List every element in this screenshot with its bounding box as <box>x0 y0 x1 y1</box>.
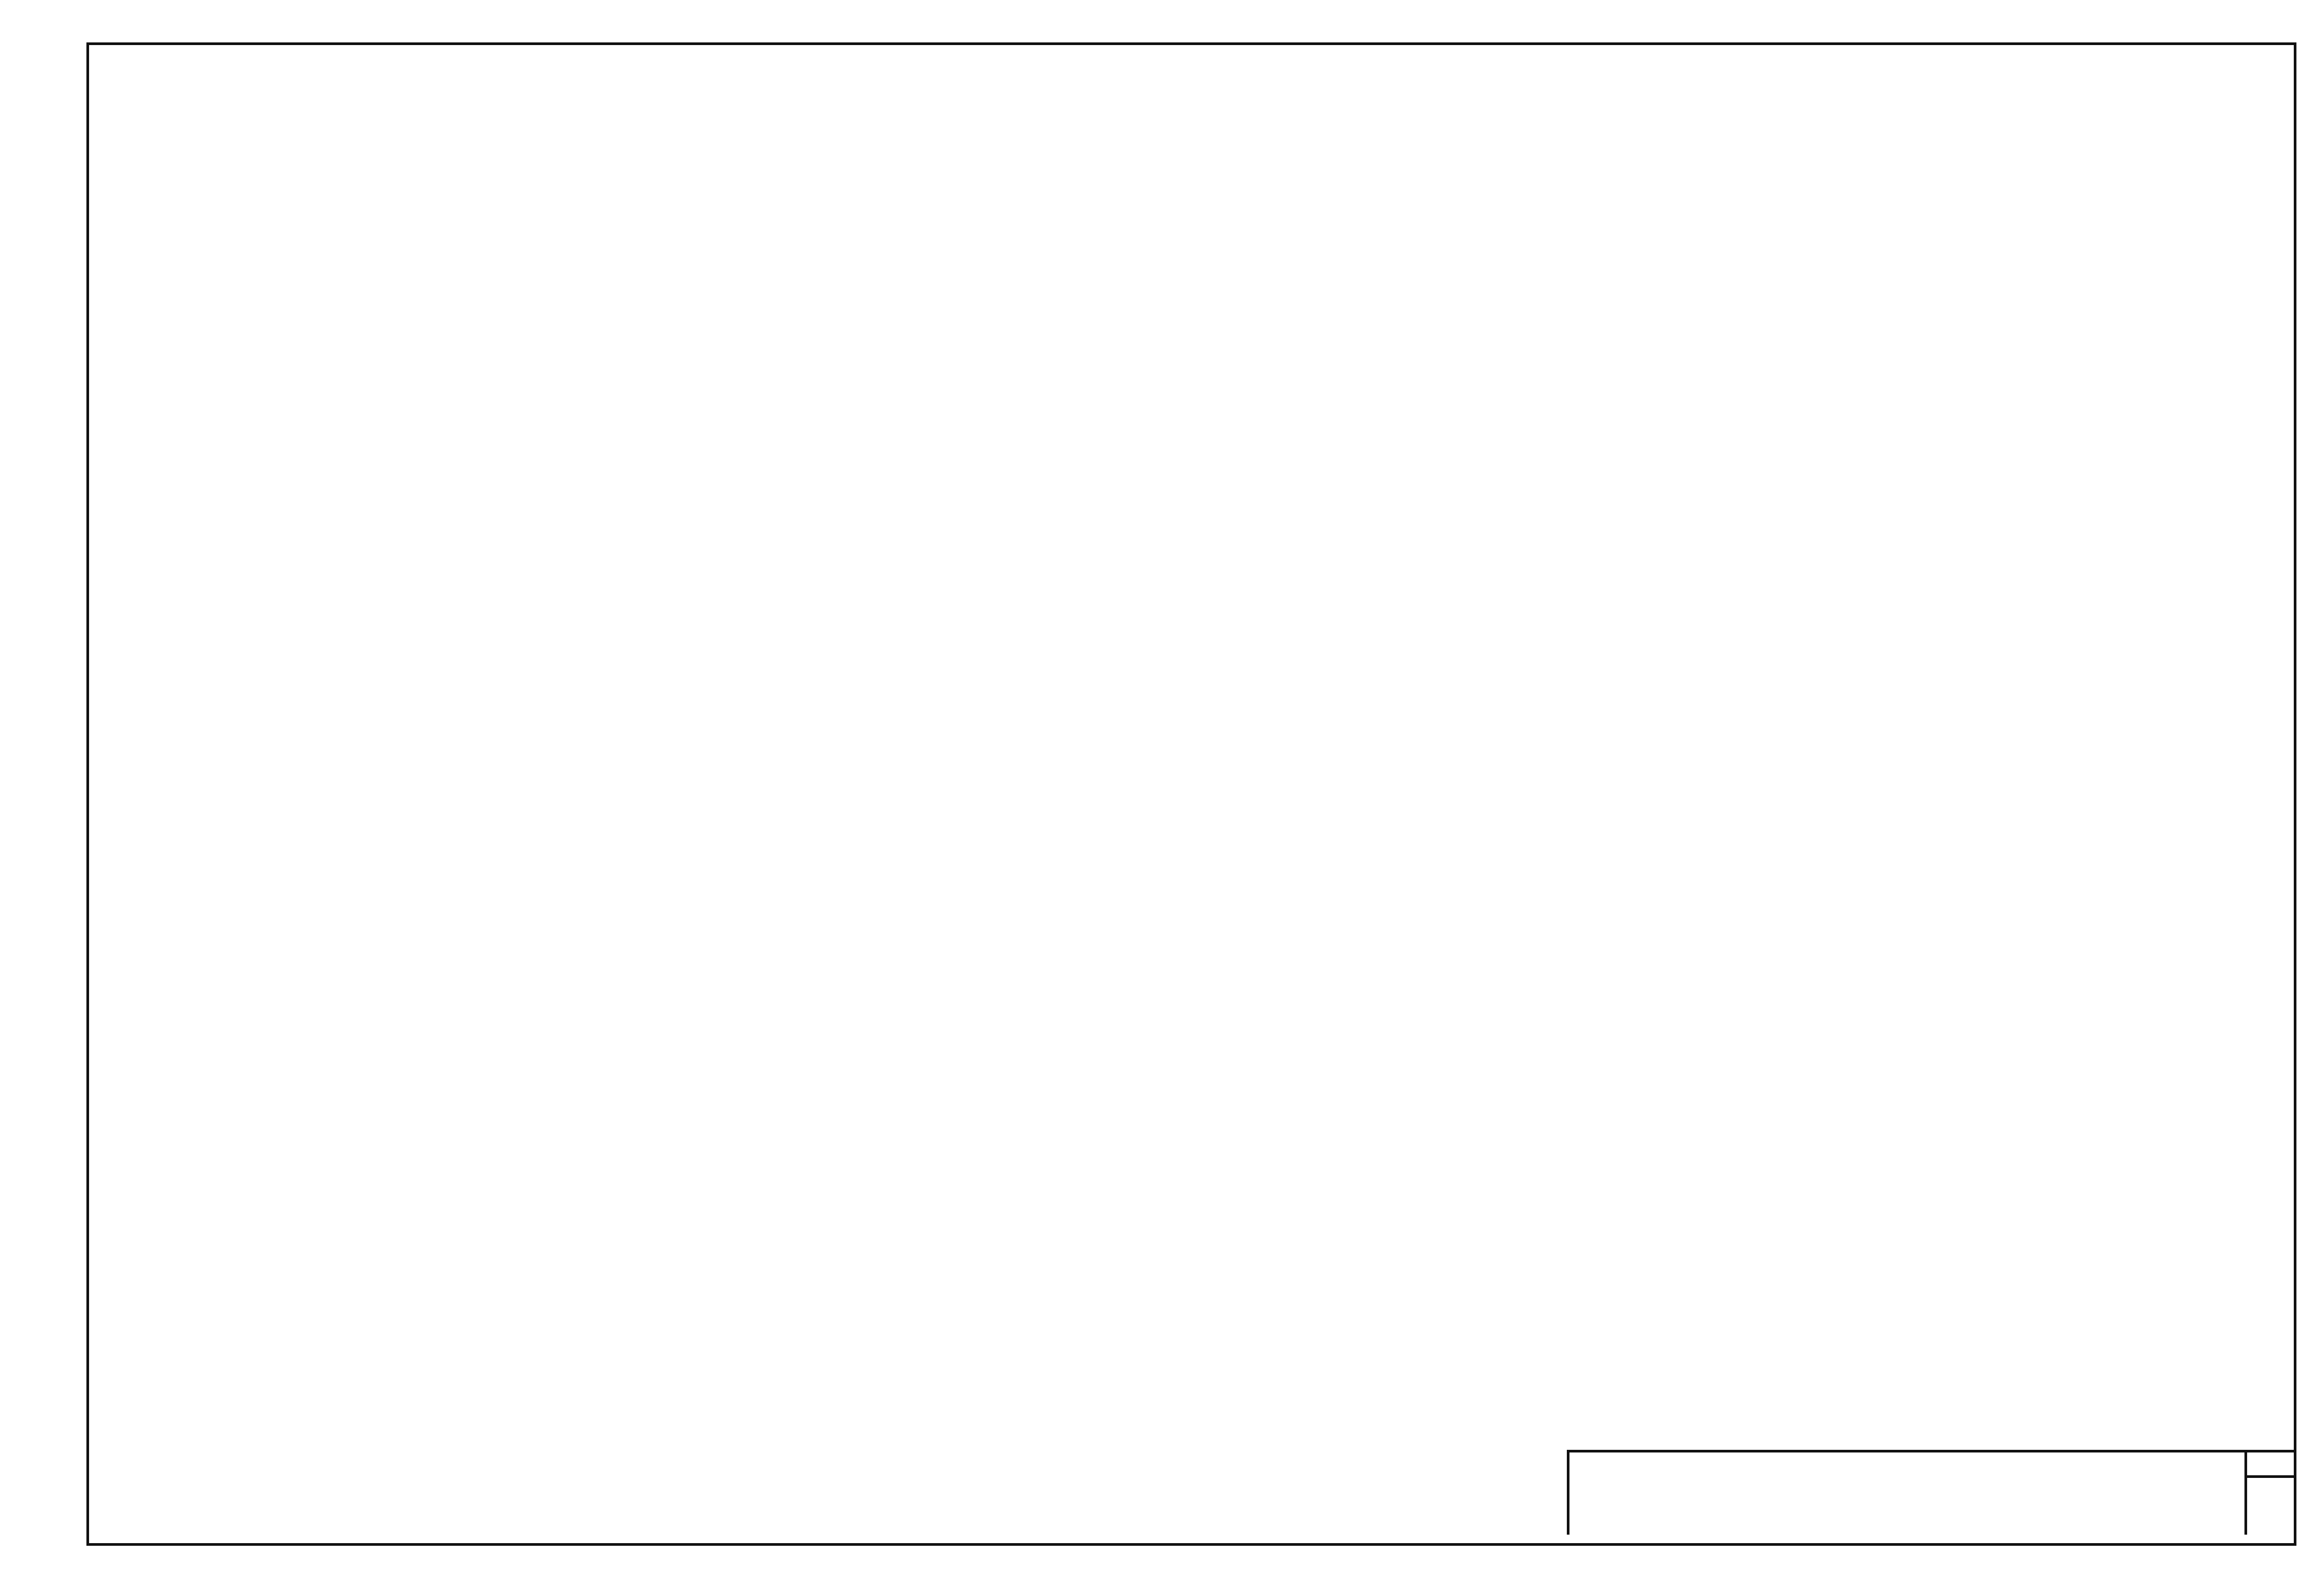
sheet-label <box>2247 1452 2296 1478</box>
title-block <box>1567 1450 2296 1535</box>
sheet-cell <box>2244 1452 2296 1535</box>
